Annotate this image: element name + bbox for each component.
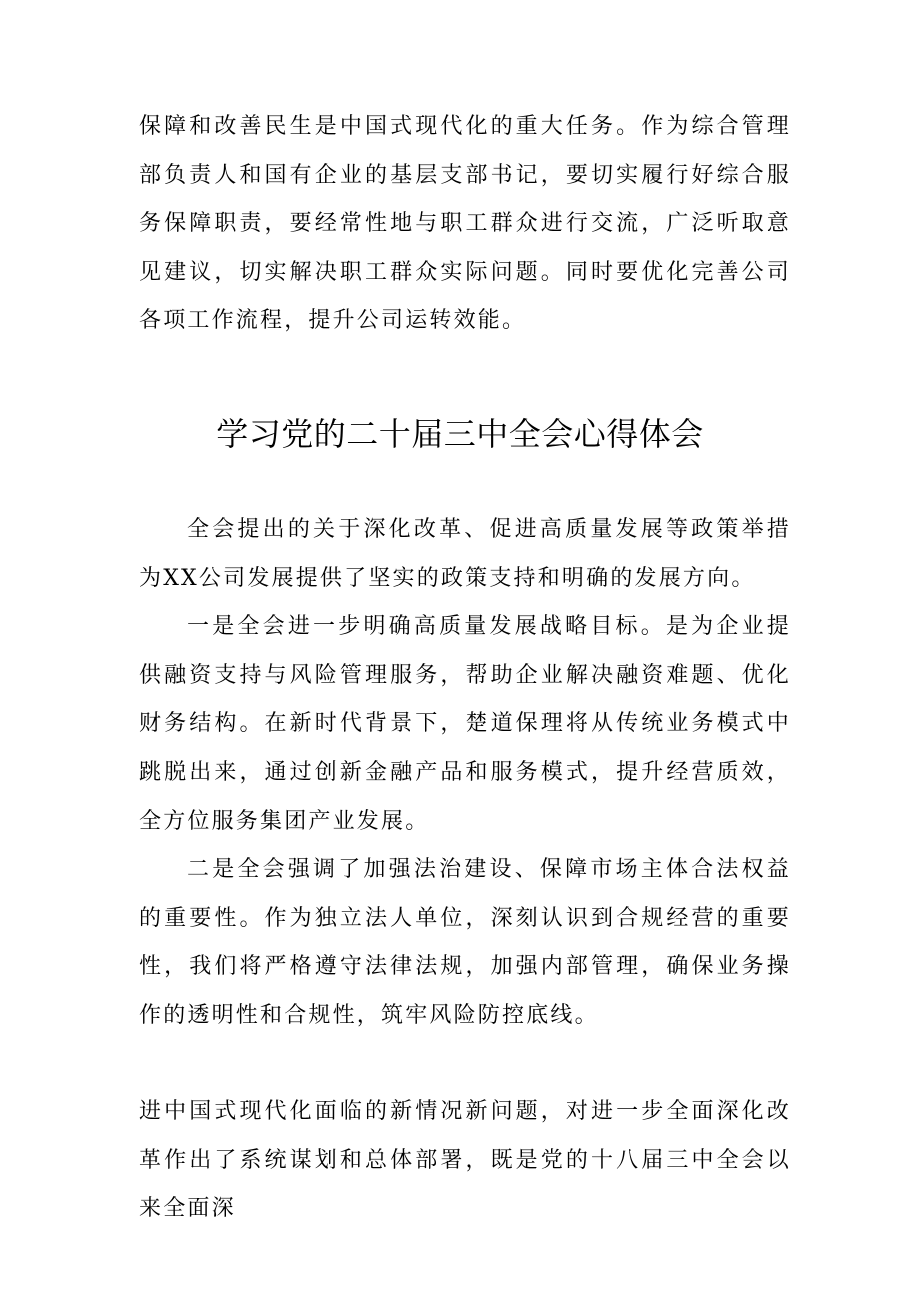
document-title: 学习党的二十届三中全会心得体会: [216, 415, 704, 453]
paragraph-text: 进中国式现代化面临的新情况新问题，对进一步全面深化改革作出了系统谋划和总体部署，既是党的十八届三中全会以来全面深: [139, 1099, 791, 1222]
continued-paragraph: [139, 103, 791, 346]
paragraph-intro: 全会提出的关于深化改革、促进高质量发展等政策举措为XX公司发展提供了坚实的政策支持和明确的发展方向。: [139, 517, 791, 591]
paragraph-point-two: 二是全会强调了加强法治建设、保障市场主体合法权益的重要性。作为独立法人单位，深刻认识到合规经营的重要性，我们将严格遵守法律法规，加强内部管理，确保业务操作的透明性和合规性，筑牢风险防控底线。: [139, 857, 791, 1028]
document-body: [139, 506, 791, 1041]
paragraph-text: 保障和改善民生是中国式现代化的重大任务。作为综合管理部负责人和国有企业的基层支部书记，要切实履行好综合服务保障职责，要经常性地与职工群众进行交流，广泛听取意见建议，切实解决职工群众实际问题。同时要优化完善公司各项工作流程，提升公司运转效能。: [139, 114, 791, 334]
paragraph-point-one: 一是全会进一步明确高质量发展战略目标。是为企业提供融资支持与风险管理服务，帮助企业解决融资难题、优化财务结构。在新时代背景下，楚道保理将从传统业务模式中跳脱出来，通过创新金融产品和服务模式，提升经营质效，全方位服务集团产业发展。: [139, 614, 791, 834]
next-section-fragment: [139, 1088, 791, 1234]
